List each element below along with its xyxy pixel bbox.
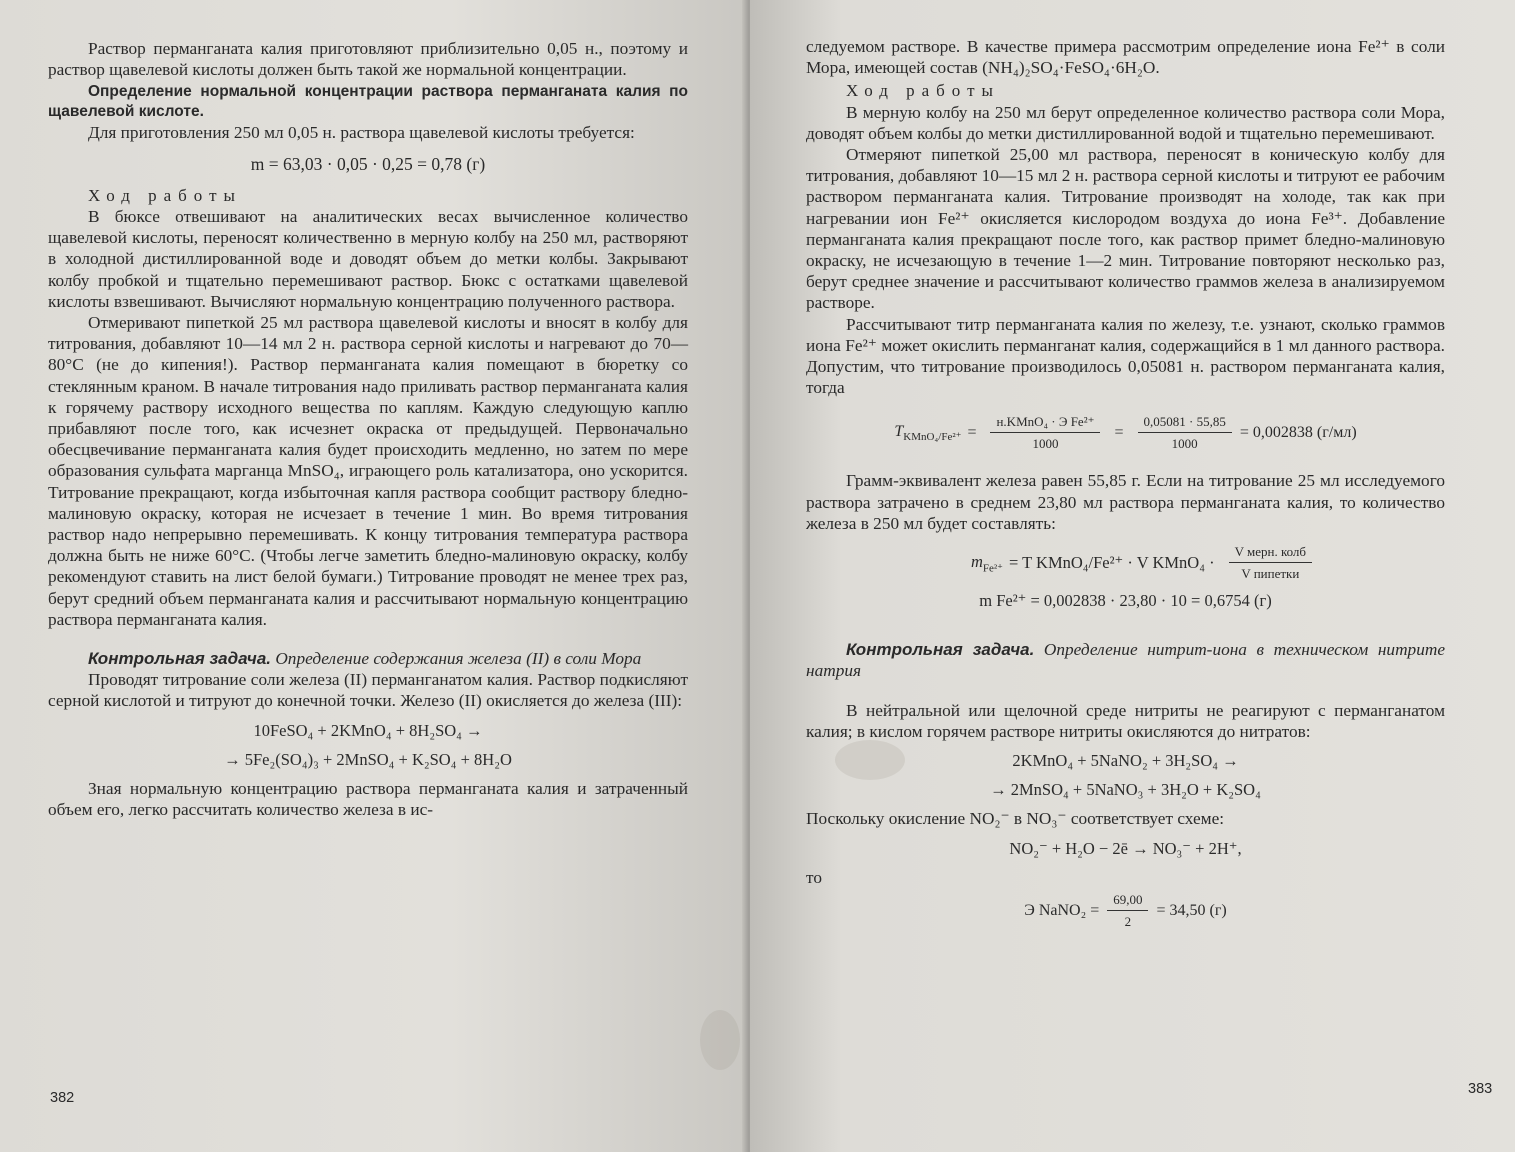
mass-formula: $m_{Fe^{2+}}$ = T KMnO₄/Fe²⁺ · V KMnO₄ · $\frac{\text{V мерн. колб}}{\text{V пипетки}}$ [846, 544, 1445, 582]
right-page [750, 0, 1515, 1152]
equation: → 2MnSO₄ + 5NaNO₃ + 3H₂O + K₂SO₄ [990, 780, 1261, 800]
formula: m Fe²⁺ = 0,002838 · 23,80 · 10 = 0,6754 (г) [979, 591, 1272, 611]
formula-symbol: $T_{KMnO_4/Fe^{2+}}$ [894, 423, 962, 444]
equation: 10FeSO₄ + 2KMnO₄ + 8H₂SO₄ → [253, 720, 483, 740]
equation: NO₂⁻ + H₂O − 2ē → NO₃⁻ + 2H⁺, [1009, 838, 1242, 858]
equivalent-formula: Э NaNO₂ = $\frac{69,00}{2}$ = 34,50 (г) [1024, 892, 1227, 930]
left-page [0, 0, 750, 1152]
paragraph: Рассчитывают титр перманганата калия по железу, т.е. узнают, сколько граммов иона Fe²⁺ может окислить перманганат калия, содержащийся в 1 мл данного раствора. Допустим, что титрование производилось 0,05081 н. раствором перманганата калия, тогда [806, 314, 1445, 398]
formula-result: = 0,002838 (г/мл) [1239, 424, 1357, 442]
fraction: $\frac{69,00}{2}$ [1107, 892, 1148, 930]
workflow-heading: Ход работы [846, 81, 1000, 101]
task-title [806, 639, 1445, 681]
section-heading: Определение нормальной концентрации раствора перманганата калия по щавелевой кислоте. [48, 83, 688, 121]
task-title [48, 648, 688, 669]
paragraph: Проводят титрование соли железа (II) перманганатом калия. Раствор подкисляют серной кислотой и титруют до конечной точки. Железо (II) окисляется до железа (III): [48, 670, 688, 711]
paragraph: Отмеряют пипеткой 25,00 мл раствора, переносят в коническую колбу для титрования, добавляют 10—15 мл 2 н. раствора серной кислоты и титруют ее рабочим раствором перманганата калия. Титрование производят на холоде, так как при нагревании ион Fe²⁺ окисляется кислородом воздуха до иона Fe³⁺. Добавление перманганата калия прекращают после того, как раствор примет бледно-малиновую окраску, не исчезающую в течение 1—2 мин. Титрование повторяют несколько раз, берут среднее значение и рассчитывают количество граммов железа в анализируемом растворе. [806, 145, 1445, 313]
task-label: Контрольная задача. [88, 649, 271, 669]
task-description: Определение нитрит-иона в техническом нитрите натрия [806, 640, 1445, 681]
paragraph: Для приготовления 250 мл 0,05 н. раствора щавелевой кислоты требуется: [88, 123, 635, 143]
page-number: 383 [1468, 1081, 1493, 1097]
task-description: Определение содержания железа (II) в соли Мора [275, 649, 642, 669]
fraction: $\frac{\text{н.KMnO₄ · Э Fe²⁺}}{1000}$ [990, 414, 1100, 452]
task-label: Контрольная задача. [846, 640, 1035, 660]
paragraph: В бюксе отвешивают на аналитических весах вычисленное количество щавелевой кислоты, переносят количественно в мерную колбу на 250 мл, растворяют в холодной дистиллированной воде и доводят объем до метки колбы. Закрывают колбу пробкой и тщательно перемешивают раствор. Бюкс с остатками щавелевой кислоты взвешивают. Вычисляют нормальную концентрацию полученного раствора. [48, 207, 688, 311]
paragraph: Раствор перманганата калия приготовляют приблизительно 0,05 н., поэтому и раствор щавелевой кислоты должен быть такой же нормальной концентрации. [48, 39, 688, 80]
page-number: 382 [50, 1090, 75, 1106]
workflow-heading: Ход работы [88, 185, 242, 205]
fraction: $\frac{\text{V мерн. колб}}{\text{V пипетки}}$ [1229, 544, 1312, 582]
equation: → 5Fe₂(SO₄)₃ + 2MnSO₄ + K₂SO₄ + 8H₂O [224, 749, 512, 769]
fraction: $\frac{0,05081 \cdot 55,85}{1000}$ [1138, 414, 1232, 452]
titer-formula: $T_{KMnO_4/Fe^{2+}}$ = $\frac{\text{н.KMnO₄ · Э Fe²⁺}}{1000}$ = $\frac{0,05081 \cdot 55,85}{1000}$ = 0,002838 (г/мл) [894, 414, 1357, 452]
paragraph: В мерную колбу на 250 мл берут определенное количество раствора соли Мора, доводят объем колбы до метки дистиллированной водой и тщательно перемешивают. [806, 102, 1445, 143]
formula: m = 63,03 · 0,05 · 0,25 = 0,78 (г) [250, 153, 486, 174]
equation: 2KMnO₄ + 5NaNO₂ + 3H₂SO₄ → [1012, 751, 1239, 771]
paragraph: Грамм-эквивалент железа равен 55,85 г. Если на титрование 25 мл исследуемого раствора затрачено в среднем 23,80 мл раствора перманганата калия, то количество железа в 250 мл будет составлять: [806, 471, 1445, 533]
paragraph: Поскольку окисление NO₂⁻ в NO₃⁻ соответствует схеме: [806, 809, 1225, 829]
paper-stain [700, 1010, 740, 1070]
paragraph: Зная нормальную концентрацию раствора перманганата калия и затраченный объем его, легко рассчитать количество железа в ис- [48, 779, 688, 820]
paper-stain [835, 740, 905, 780]
paragraph: В нейтральной или щелочной среде нитриты не реагируют с перманганатом калия; в кислом горячем растворе нитриты окисляются до нитратов: [806, 700, 1445, 741]
paragraph: Отмеривают пипеткой 25 мл раствора щавелевой кислоты и вносят в колбу для титрования, добавляют 10—14 мл 2 н. раствора серной кислоты и нагревают до 70—80°С (не до кипения!). Раствор перманганата калия помещают в бюретку со стеклянным краном. В начале титрования надо приливать раствор перманганата калия к горячему раствору исходного вещества по каплям. Каждую следующую каплю прибавляют после того, как исчезнет окраска от предыдущей. Первоначально обесцвечивание перманганата калия будет происходить медленно, но затем по мере образования сульфата марганца MnSO₄, играющего роль катализатора, оно ускорится. Титрование прекращают, когда избыточная капля раствора сообщит раствору бледно-малиновую окраску, которая не исчезает в течение 1 мин. Во время титрования раствор надо непрерывно перемешивать. К концу титрования температура раствора должна быть не ниже 60°С. (Чтобы легче заметить бледно-малиновую окраску, колбу рекомендуют ставить на лист белой бумаги.) Титрование проводят не менее трех раз, берут средний объем перманганата калия и рассчитывают нормальную концентрацию раствора перманганата калия. [48, 313, 688, 629]
paragraph: следуемом растворе. В качестве примера рассмотрим определение иона Fe²⁺ в соли Мора, имеющей состав (NH₄)₂SO₄·FeSO₄·6H₂O. [806, 37, 1445, 78]
paragraph: то [806, 867, 822, 887]
